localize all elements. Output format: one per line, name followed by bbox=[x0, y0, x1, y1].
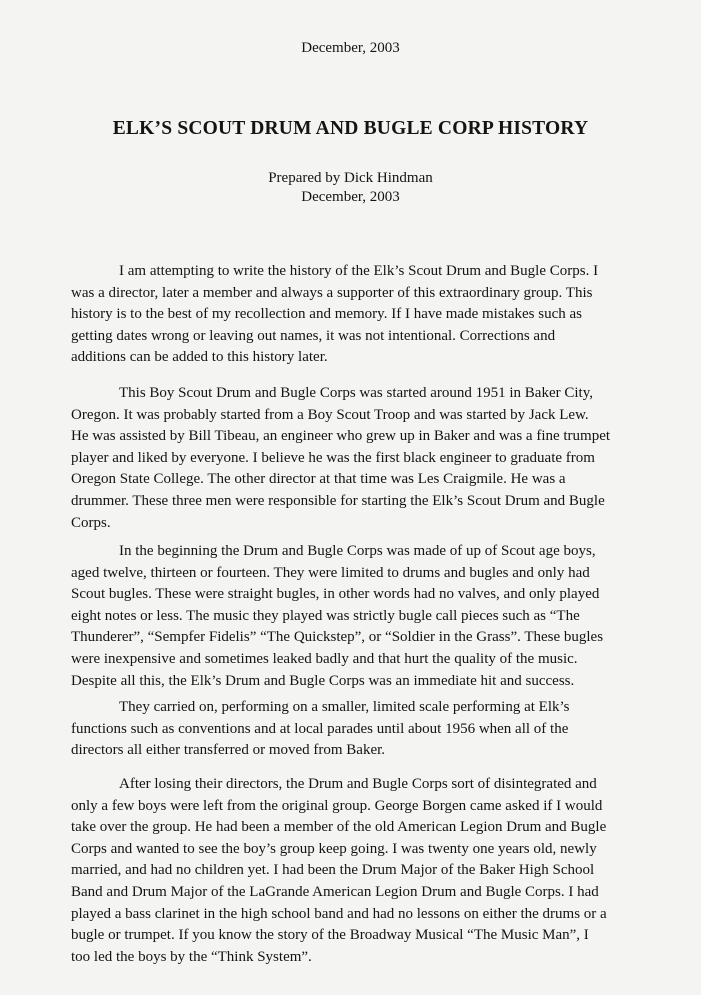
paragraph-line: Oregon State College. The other director at that time was Les Craigmile. He was a bbox=[71, 471, 566, 488]
paragraph-2 bbox=[71, 383, 671, 534]
paragraph-5 bbox=[71, 774, 671, 968]
paragraph-line: take over the group. He had been a member of the old American Legion Drum and Bugle bbox=[71, 819, 607, 836]
paragraph-3 bbox=[71, 541, 671, 692]
paragraph-line: drummer. These three men were responsible for starting the Elk’s Scout Drum and Bugle bbox=[71, 492, 605, 509]
document-date: December, 2003 bbox=[301, 40, 400, 56]
paragraph-1 bbox=[71, 261, 671, 369]
paragraph-line: Corps and wanted to see the boy’s group keep going. I was twenty one years old, newly bbox=[71, 840, 597, 857]
paragraph-line: played a bass clarinet in the high school band and had no lessons on either the drums or a bbox=[71, 905, 607, 922]
paragraph-line: married, and had no children yet. I had been the Drum Major of the Baker High School bbox=[71, 862, 595, 879]
paragraph-line: were inexpensive and sometimes leaked badly and that hurt the quality of the music. bbox=[71, 650, 578, 667]
paragraph-line: Band and Drum Major of the LaGrande American Legion Drum and Bugle Corps. I had bbox=[71, 883, 599, 900]
paragraph-line: Scout bugles. These were straight bugles, in other words had no valves, and only played bbox=[71, 586, 600, 603]
paragraph-line: bugle or trumpet. If you know the story of the Broadway Musical “The Music Man”, I bbox=[71, 927, 589, 944]
paragraph-line: getting dates wrong or leaving out names, it was not intentional. Corrections and bbox=[71, 327, 556, 344]
paragraph-line: only a few boys were left from the original group. George Borgen came asked if I would bbox=[71, 797, 603, 814]
document-title: ELK’S SCOUT DRUM AND BUGLE CORP HISTORY bbox=[112, 118, 589, 139]
paragraph-line: directors all either transferred or moved from Baker. bbox=[71, 742, 386, 759]
paragraph-line: aged twelve, thirteen or fourteen. They were limited to drums and bugles and only had bbox=[71, 564, 590, 581]
paragraph-line: Oregon. It was probably started from a Boy Scout Troop and was started by Jack Lew. bbox=[71, 406, 589, 423]
prepared-by: Prepared by Dick Hindman bbox=[268, 170, 433, 186]
paragraph-line: eight notes or less. The music they played was strictly bugle call pieces such as “The bbox=[71, 607, 580, 624]
paragraph-line: player and liked by everyone. I believe he was the first black engineer to graduate from bbox=[71, 449, 595, 466]
paragraph-line: too led the boys by the “Think System”. bbox=[71, 948, 312, 965]
paragraph-line: After losing their directors, the Drum and Bugle Corps sort of disintegrated and bbox=[119, 776, 597, 792]
paragraph-line: He was assisted by Bill Tibeau, an engineer who grew up in Baker and was a fine trumpet bbox=[71, 428, 611, 445]
byline bbox=[0, 169, 701, 207]
paragraph-line: In the beginning the Drum and Bugle Corps was made of up of Scout age boys, bbox=[119, 543, 596, 559]
paragraph-line: They carried on, performing on a smaller, limited scale performing at Elk’s bbox=[119, 699, 570, 715]
paragraph-line: This Boy Scout Drum and Bugle Corps was started around 1951 in Baker City, bbox=[119, 385, 593, 401]
paragraph-line: functions such as conventions and at local parades until about 1956 when all of the bbox=[71, 720, 569, 737]
paragraph-line: Despite all this, the Elk’s Drum and Bugle Corps was an immediate hit and success. bbox=[71, 672, 575, 689]
paragraph-line: additions can be added to this history later. bbox=[71, 349, 328, 366]
paragraph-line: Thunderer”, “Sempfer Fidelis” “The Quickstep”, or “Soldier in the Grass”. These bugles bbox=[71, 629, 604, 646]
paragraph-line: Corps. bbox=[71, 514, 111, 531]
paragraph-line: history is to the best of my recollection and memory. If I have made mistakes such as bbox=[71, 306, 582, 323]
paragraph-line: I am attempting to write the history of the Elk’s Scout Drum and Bugle Corps. I bbox=[119, 263, 599, 279]
paragraph-4 bbox=[71, 697, 671, 762]
prepared-date: December, 2003 bbox=[301, 189, 400, 205]
paragraph-line: was a director, later a member and always a supporter of this extraordinary group. This bbox=[71, 284, 593, 301]
